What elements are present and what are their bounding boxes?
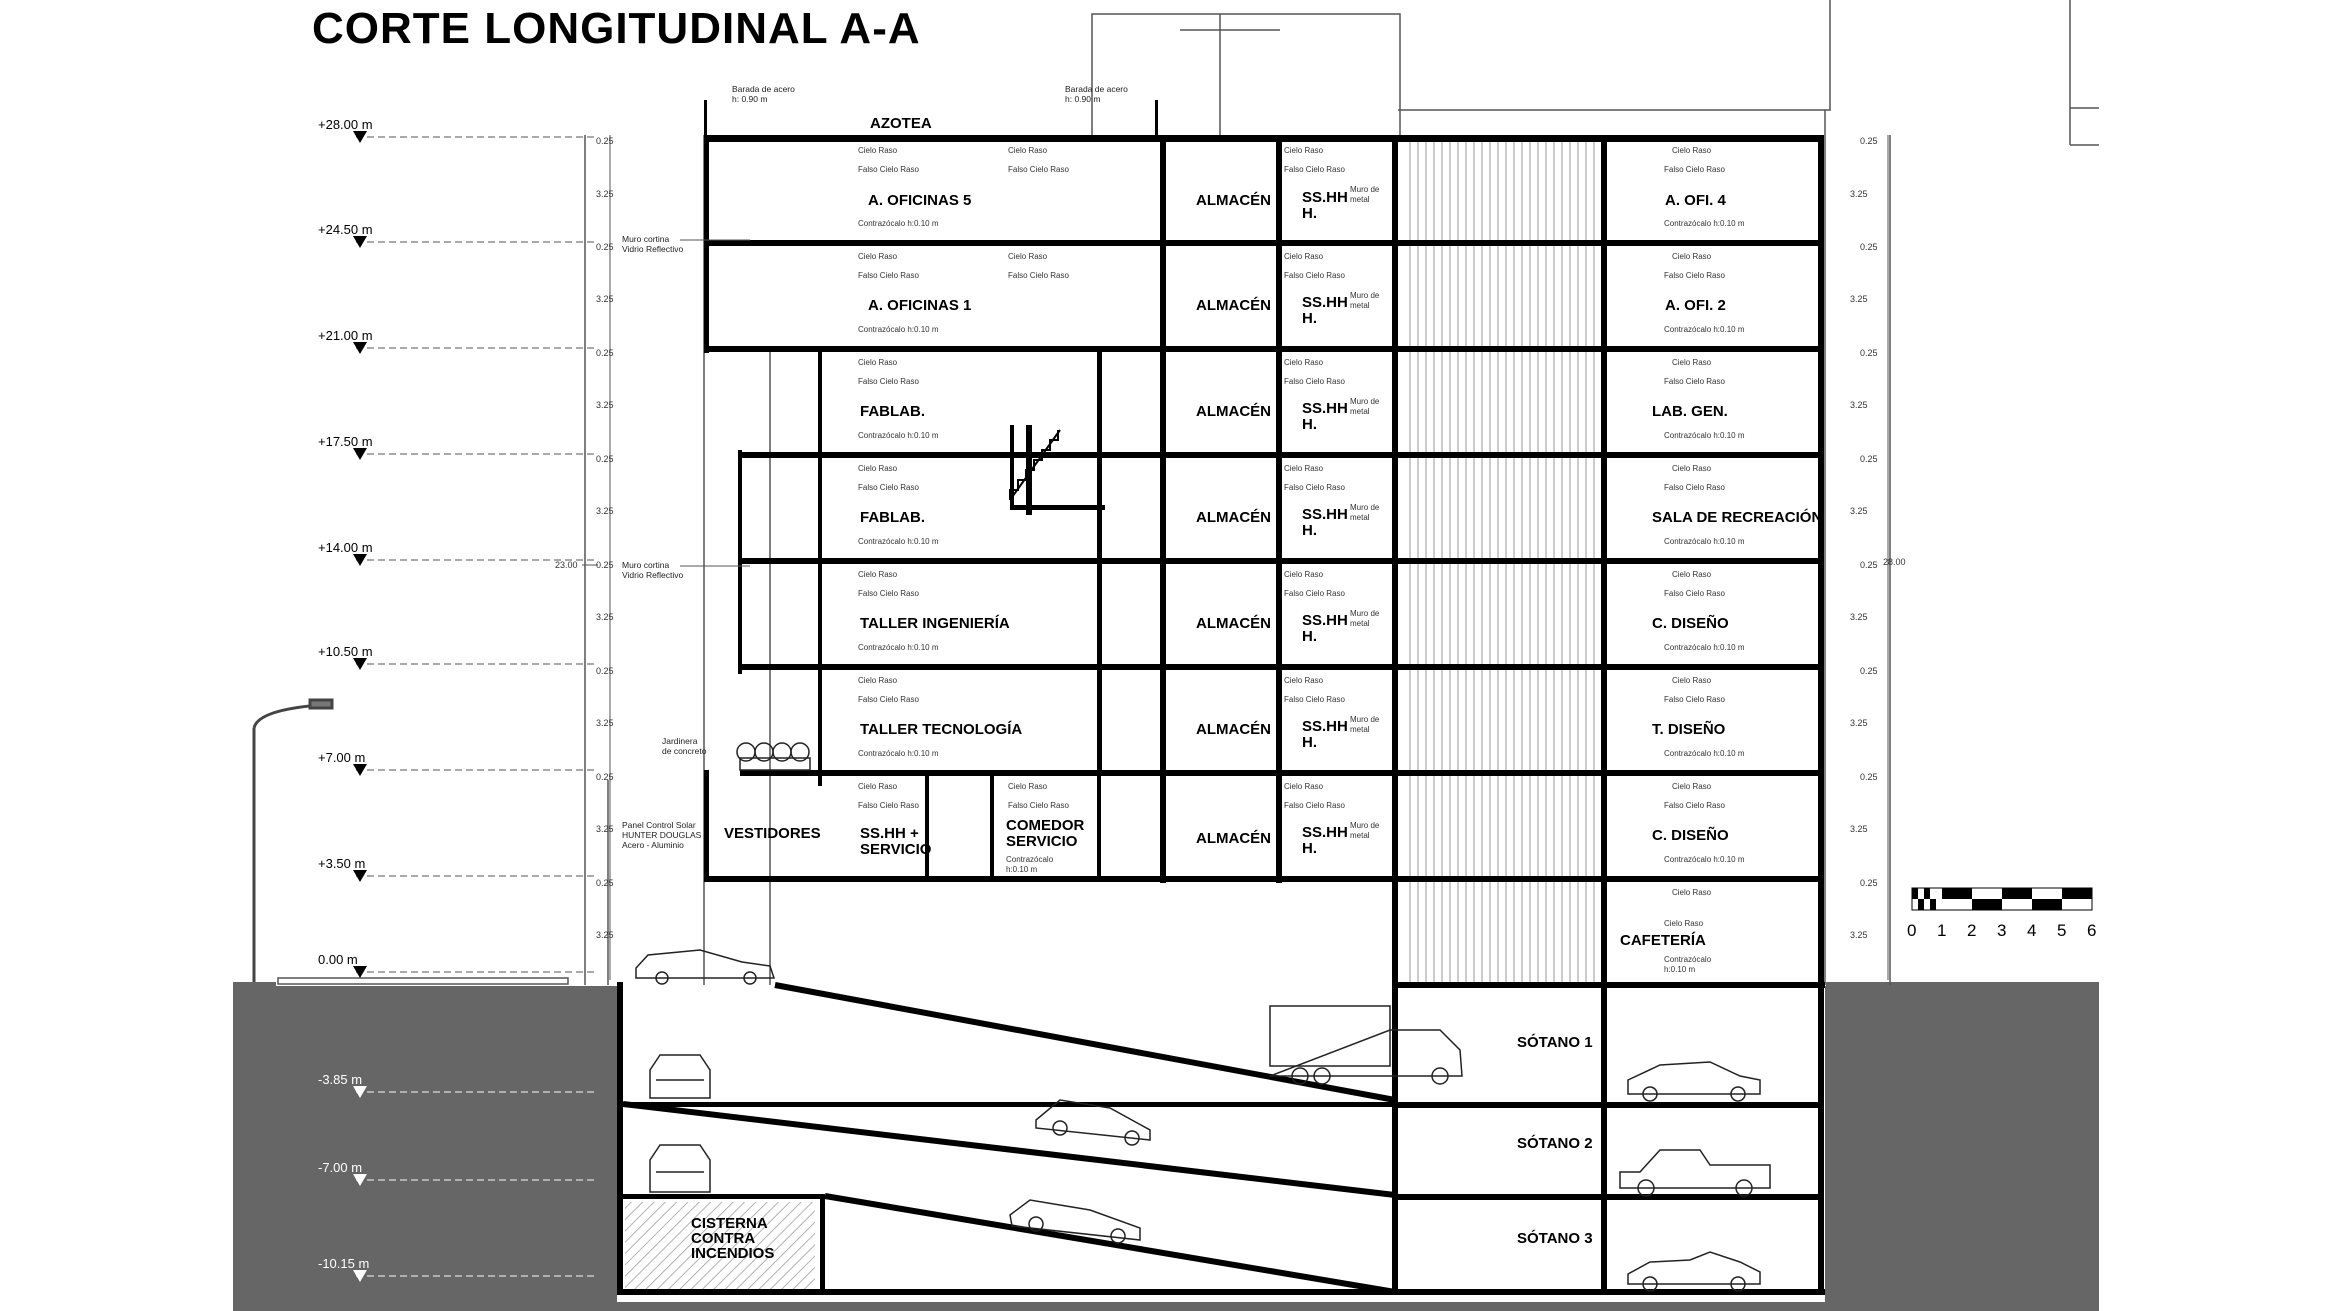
stairs	[1010, 430, 1060, 500]
background-buildings	[278, 0, 2099, 985]
level-label: -10.15 m	[318, 1256, 370, 1271]
svg-text:Falso Cielo Raso: Falso Cielo Raso	[1664, 271, 1725, 280]
svg-text:Cielo Raso: Cielo Raso	[858, 782, 898, 791]
level-label: 0.00 m	[318, 952, 358, 967]
dim-slab: 0.25	[1860, 242, 1878, 252]
svg-text:Cielo Raso: Cielo Raso	[1284, 570, 1324, 579]
svg-text:Falso Cielo Raso: Falso Cielo Raso	[1664, 695, 1725, 704]
dim-floor: 3.25	[596, 294, 614, 304]
svg-text:Muro de: Muro de	[1350, 291, 1380, 300]
svg-text:Cielo Raso: Cielo Raso	[1672, 888, 1712, 897]
svg-text:Cielo Raso: Cielo Raso	[1672, 146, 1712, 155]
level-label: +21.00 m	[318, 328, 373, 343]
room-sotano-2: SÓTANO 2	[1517, 1135, 1593, 1152]
room-almacen: ALMACÉN	[1196, 830, 1271, 847]
svg-text:Cielo Raso: Cielo Raso	[858, 358, 898, 367]
street-lamp	[254, 700, 332, 982]
dim-slab: 0.25	[596, 136, 614, 146]
level-label: +17.50 m	[318, 434, 373, 449]
svg-text:Contrazócalo h:0.10 m: Contrazócalo h:0.10 m	[1664, 325, 1745, 334]
dim-slab: 0.25	[596, 666, 614, 676]
room-almacen: ALMACÉN	[1196, 403, 1271, 420]
column	[1392, 135, 1398, 1293]
svg-text:Falso Cielo Raso: Falso Cielo Raso	[1664, 801, 1725, 810]
scale-tick: 3	[1997, 921, 2007, 940]
svg-text:H.: H.	[1302, 310, 1317, 327]
svg-text:Cielo Raso: Cielo Raso	[1672, 464, 1712, 473]
svg-text:Panel Control Solar: Panel Control Solar	[622, 820, 696, 830]
svg-text:metal: metal	[1350, 407, 1370, 416]
dim-slab: 0.25	[1860, 666, 1878, 676]
room-sotano-3: SÓTANO 3	[1517, 1230, 1593, 1247]
room-almacen: ALMACÉN	[1196, 615, 1271, 632]
scale-tick: 0	[1907, 921, 1917, 940]
svg-text:Vidrio Reflectivo: Vidrio Reflectivo	[622, 570, 684, 580]
room-sshh: SS.HH	[1302, 824, 1348, 841]
column	[1160, 135, 1166, 883]
svg-text:Acero - Aluminio: Acero - Aluminio	[622, 840, 684, 850]
svg-text:h:0.10 m: h:0.10 m	[1006, 865, 1038, 874]
svg-text:Falso Cielo Raso: Falso Cielo Raso	[858, 271, 919, 280]
svg-text:SERVICIO: SERVICIO	[860, 841, 932, 858]
dim-floor: 3.25	[596, 189, 614, 199]
svg-text:Jardinera: Jardinera	[662, 736, 698, 746]
svg-text:H.: H.	[1302, 840, 1317, 857]
svg-text:Falso Cielo Raso: Falso Cielo Raso	[1008, 165, 1069, 174]
room-taller-tecnologia: TALLER TECNOLOGÍA	[860, 721, 1023, 738]
room-t-diseno: T. DISEÑO	[1652, 721, 1726, 738]
level-label: -7.00 m	[318, 1160, 363, 1175]
room-fablab: FABLAB.	[860, 509, 925, 526]
column	[1818, 135, 1824, 1293]
svg-text:Muro de: Muro de	[1350, 185, 1380, 194]
dim-floor: 3.25	[1850, 824, 1868, 834]
svg-text:Cielo Raso: Cielo Raso	[1008, 146, 1048, 155]
scale-tick: 2	[1967, 921, 1977, 940]
column	[1097, 350, 1102, 770]
dim-floor: 3.25	[1850, 294, 1868, 304]
svg-text:metal: metal	[1350, 619, 1370, 628]
svg-text:Falso Cielo Raso: Falso Cielo Raso	[858, 165, 919, 174]
svg-text:Cielo Raso: Cielo Raso	[858, 146, 898, 155]
column	[925, 770, 929, 882]
svg-text:Barada de acero: Barada de acero	[1065, 84, 1128, 94]
svg-text:Falso Cielo Raso: Falso Cielo Raso	[1284, 271, 1345, 280]
svg-text:metal: metal	[1350, 831, 1370, 840]
dim-floor: 3.25	[596, 400, 614, 410]
svg-text:Muro de: Muro de	[1350, 503, 1380, 512]
dim-slab: 0.25	[1860, 878, 1878, 888]
room-c-diseno: C. DISEÑO	[1652, 615, 1729, 632]
dim-floor: 3.25	[596, 824, 614, 834]
svg-text:Contrazócalo: Contrazócalo	[1664, 955, 1712, 964]
slab	[704, 876, 1824, 882]
dim-slab: 0.25	[596, 878, 614, 888]
svg-text:metal: metal	[1350, 195, 1370, 204]
svg-text:Muro cortina: Muro cortina	[622, 234, 670, 244]
scale-tick: 5	[2057, 921, 2067, 940]
svg-text:Falso Cielo Raso: Falso Cielo Raso	[1664, 377, 1725, 386]
dim-slab: 0.25	[596, 454, 614, 464]
level-label: +24.50 m	[318, 222, 373, 237]
svg-text:Contrazócalo: Contrazócalo	[1006, 855, 1054, 864]
dim-slab: 0.25	[596, 348, 614, 358]
drawing-title: CORTE LONGITUDINAL A-A	[312, 4, 921, 53]
svg-text:Contrazócalo h:0.10 m: Contrazócalo h:0.10 m	[858, 643, 939, 652]
room-azotea: AZOTEA	[870, 115, 932, 132]
dim-floor: 3.25	[1850, 612, 1868, 622]
dim-floor: 3.25	[596, 506, 614, 516]
svg-text:HUNTER DOUGLAS: HUNTER DOUGLAS	[622, 830, 702, 840]
dim-floor: 3.25	[596, 612, 614, 622]
slab-roof	[704, 135, 1824, 142]
room-sotano-1: SÓTANO 1	[1517, 1034, 1593, 1051]
column	[1601, 135, 1607, 1293]
svg-text:Contrazócalo h:0.10 m: Contrazócalo h:0.10 m	[858, 219, 939, 228]
column	[990, 770, 994, 882]
dim-floor: 3.25	[1850, 400, 1868, 410]
svg-text:Cielo Raso: Cielo Raso	[1672, 570, 1712, 579]
room-almacen: ALMACÉN	[1196, 721, 1271, 738]
room-oficinas-5: A. OFICINAS 5	[868, 192, 972, 209]
svg-text:Cielo Raso: Cielo Raso	[858, 252, 898, 261]
svg-text:Muro cortina: Muro cortina	[622, 560, 670, 570]
column	[704, 770, 709, 882]
svg-text:Cielo Raso: Cielo Raso	[1284, 676, 1324, 685]
level-mark	[318, 328, 598, 354]
svg-text:Vidrio Reflectivo: Vidrio Reflectivo	[622, 244, 684, 254]
svg-text:Cielo Raso: Cielo Raso	[1284, 252, 1324, 261]
svg-text:metal: metal	[1350, 513, 1370, 522]
room-almacen: ALMACÉN	[1196, 509, 1271, 526]
room-ofi-2: A. OFI. 2	[1665, 297, 1726, 314]
room-fablab: FABLAB.	[860, 403, 925, 420]
svg-text:Contrazócalo h:0.10 m: Contrazócalo h:0.10 m	[858, 537, 939, 546]
room-sala-recreacion: SALA DE RECREACIÓN	[1652, 509, 1823, 526]
scale-tick: 1	[1937, 921, 1947, 940]
dimension-total-left: 23.00	[555, 560, 578, 570]
column	[1276, 135, 1282, 883]
svg-text:Falso Cielo Raso: Falso Cielo Raso	[1284, 589, 1345, 598]
svg-text:Contrazócalo h:0.10 m: Contrazócalo h:0.10 m	[1664, 855, 1745, 864]
room-taller-ingenieria: TALLER INGENIERÍA	[860, 615, 1010, 632]
car-icon	[636, 950, 774, 984]
slab-ground	[1395, 982, 1825, 988]
svg-text:Contrazócalo h:0.10 m: Contrazócalo h:0.10 m	[1664, 643, 1745, 652]
level-mark	[318, 644, 598, 670]
room-c-diseno: C. DISEÑO	[1652, 827, 1729, 844]
svg-text:H.: H.	[1302, 734, 1317, 751]
column	[1097, 770, 1101, 882]
scale-tick: 4	[2027, 921, 2037, 940]
room-oficinas-1: A. OFICINAS 1	[868, 297, 972, 314]
level-label: +28.00 m	[318, 117, 373, 132]
level-label: +10.50 m	[318, 644, 373, 659]
svg-text:Falso Cielo Raso: Falso Cielo Raso	[1284, 801, 1345, 810]
room-cafeteria: CAFETERÍA	[1620, 932, 1706, 949]
svg-text:Cielo Raso: Cielo Raso	[858, 464, 898, 473]
room-sshh: SS.HH	[1302, 612, 1348, 629]
level-mark	[318, 117, 598, 143]
svg-text:Falso Cielo Raso: Falso Cielo Raso	[1664, 589, 1725, 598]
dim-slab: 0.25	[596, 560, 614, 570]
svg-text:H.: H.	[1302, 416, 1317, 433]
svg-text:CONTRA: CONTRA	[691, 1230, 756, 1247]
level-mark	[318, 750, 598, 776]
svg-text:Cielo Raso: Cielo Raso	[1284, 464, 1324, 473]
slab	[704, 346, 1824, 352]
room-cisterna: CISTERNA	[691, 1215, 768, 1232]
svg-text:Cielo Raso: Cielo Raso	[1672, 358, 1712, 367]
svg-text:INCENDIOS: INCENDIOS	[691, 1245, 775, 1262]
svg-text:Cielo Raso: Cielo Raso	[1284, 782, 1324, 791]
svg-text:Falso Cielo Raso: Falso Cielo Raso	[858, 377, 919, 386]
svg-text:Cielo Raso: Cielo Raso	[1284, 146, 1324, 155]
dim-floor: 3.25	[1850, 506, 1868, 516]
svg-text:h:0.10 m: h:0.10 m	[1664, 965, 1696, 974]
right-dimension-chain	[1850, 135, 1906, 980]
column	[818, 350, 822, 786]
svg-text:metal: metal	[1350, 725, 1370, 734]
svg-text:Cielo Raso: Cielo Raso	[1672, 782, 1712, 791]
room-sshh: SS.HH	[1302, 506, 1348, 523]
svg-text:Muro de: Muro de	[1350, 609, 1380, 618]
dim-floor: 3.25	[1850, 718, 1868, 728]
svg-text:Contrazócalo h:0.10 m: Contrazócalo h:0.10 m	[858, 431, 939, 440]
dim-slab: 0.25	[1860, 454, 1878, 464]
svg-text:Falso Cielo Raso: Falso Cielo Raso	[1008, 801, 1069, 810]
svg-text:Cielo Raso: Cielo Raso	[1008, 782, 1048, 791]
scale-bar	[1907, 888, 2096, 940]
svg-text:Contrazócalo h:0.10 m: Contrazócalo h:0.10 m	[858, 749, 939, 758]
level-mark	[318, 952, 598, 978]
dim-floor: 3.25	[596, 718, 614, 728]
plants-icon	[737, 743, 810, 770]
room-sshh: SS.HH	[1302, 718, 1348, 735]
svg-text:Falso Cielo Raso: Falso Cielo Raso	[1664, 483, 1725, 492]
room-almacen: ALMACÉN	[1196, 192, 1271, 209]
svg-text:Cielo Raso: Cielo Raso	[858, 570, 898, 579]
svg-text:Cielo Raso: Cielo Raso	[1672, 676, 1712, 685]
svg-text:Cielo Raso: Cielo Raso	[1672, 252, 1712, 261]
column	[704, 135, 709, 353]
scale-tick: 6	[2087, 921, 2097, 940]
room-lab-gen: LAB. GEN.	[1652, 403, 1728, 420]
dimension-total-right: 28.00	[1883, 557, 1906, 567]
dim-slab: 0.25	[1860, 348, 1878, 358]
svg-text:Falso Cielo Raso: Falso Cielo Raso	[858, 695, 919, 704]
dim-slab: 0.25	[1860, 136, 1878, 146]
svg-text:Barada de acero: Barada de acero	[732, 84, 795, 94]
svg-text:Contrazócalo h:0.10 m: Contrazócalo h:0.10 m	[1664, 219, 1745, 228]
svg-text:Muro de: Muro de	[1350, 715, 1380, 724]
svg-text:Cielo Raso: Cielo Raso	[1664, 919, 1704, 928]
dim-slab: 0.25	[1860, 560, 1878, 570]
svg-text:Falso Cielo Raso: Falso Cielo Raso	[858, 589, 919, 598]
svg-text:Falso Cielo Raso: Falso Cielo Raso	[1664, 165, 1725, 174]
dim-slab: 0.25	[596, 772, 614, 782]
svg-text:Falso Cielo Raso: Falso Cielo Raso	[858, 483, 919, 492]
svg-text:Falso Cielo Raso: Falso Cielo Raso	[1284, 695, 1345, 704]
dim-floor: 3.25	[1850, 930, 1868, 940]
svg-text:H.: H.	[1302, 205, 1317, 222]
level-label: +7.00 m	[318, 750, 366, 765]
room-ofi-4: A. OFI. 4	[1665, 192, 1726, 209]
svg-text:Cielo Raso: Cielo Raso	[1284, 358, 1324, 367]
level-mark	[318, 222, 598, 248]
svg-text:Contrazócalo h:0.10 m: Contrazócalo h:0.10 m	[858, 325, 939, 334]
room-sshh: SS.HH	[1302, 294, 1348, 311]
svg-text:Contrazócalo h:0.10 m: Contrazócalo h:0.10 m	[1664, 431, 1745, 440]
svg-text:Cielo Raso: Cielo Raso	[858, 676, 898, 685]
svg-text:Falso Cielo Raso: Falso Cielo Raso	[858, 801, 919, 810]
svg-text:Falso Cielo Raso: Falso Cielo Raso	[1008, 271, 1069, 280]
room-comedor: COMEDOR	[1006, 817, 1085, 834]
dim-slab: 0.25	[1860, 772, 1878, 782]
svg-text:Falso Cielo Raso: Falso Cielo Raso	[1284, 165, 1345, 174]
svg-text:H.: H.	[1302, 522, 1317, 539]
room-sshh: SS.HH	[1302, 189, 1348, 206]
svg-text:Falso Cielo Raso: Falso Cielo Raso	[1284, 483, 1345, 492]
svg-text:SERVICIO: SERVICIO	[1006, 833, 1078, 850]
svg-text:h: 0.90 m: h: 0.90 m	[732, 94, 768, 104]
svg-text:metal: metal	[1350, 301, 1370, 310]
level-label: +3.50 m	[318, 856, 366, 871]
svg-text:Falso Cielo Raso: Falso Cielo Raso	[1284, 377, 1345, 386]
svg-text:H.: H.	[1302, 628, 1317, 645]
room-vestidores: VESTIDORES	[724, 825, 821, 842]
level-label: -3.85 m	[318, 1072, 363, 1087]
svg-text:Contrazócalo h:0.10 m: Contrazócalo h:0.10 m	[1664, 749, 1745, 758]
svg-text:Muro de: Muro de	[1350, 397, 1380, 406]
room-almacen: ALMACÉN	[1196, 297, 1271, 314]
svg-text:Cielo Raso: Cielo Raso	[1008, 252, 1048, 261]
room-sshh-servicio: SS.HH +	[860, 825, 919, 842]
slab	[704, 240, 1824, 246]
dim-floor: 3.25	[1850, 189, 1868, 199]
room-sshh: SS.HH	[1302, 400, 1348, 417]
svg-text:Muro de: Muro de	[1350, 821, 1380, 830]
svg-text:Contrazócalo h:0.10 m: Contrazócalo h:0.10 m	[1664, 537, 1745, 546]
level-mark	[318, 434, 598, 460]
svg-text:h: 0.90 m: h: 0.90 m	[1065, 94, 1101, 104]
dim-floor: 3.25	[596, 930, 614, 940]
svg-text:de concreto: de concreto	[662, 746, 707, 756]
level-label: +14.00 m	[318, 540, 373, 555]
dim-slab: 0.25	[596, 242, 614, 252]
level-mark	[318, 856, 598, 882]
